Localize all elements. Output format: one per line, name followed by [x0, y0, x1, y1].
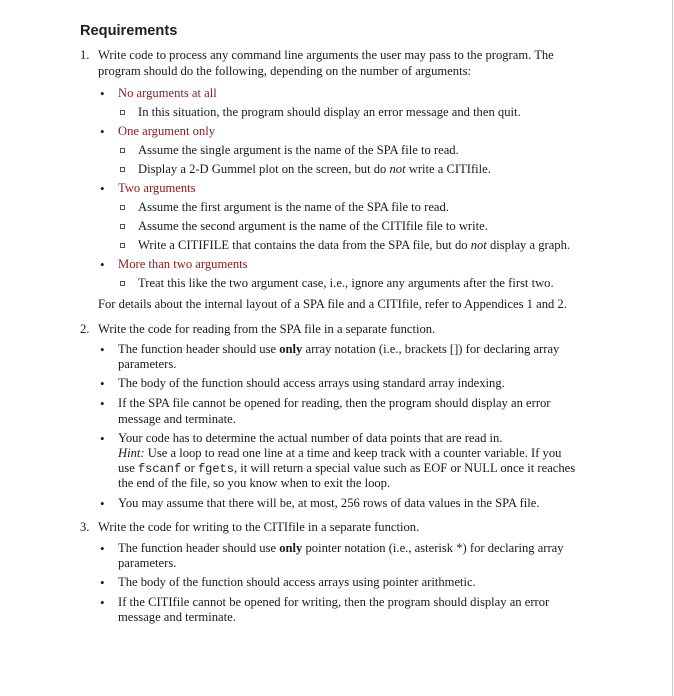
square-bullet — [120, 281, 125, 286]
case-detail: Write a CITIFILE that contains the data from the SPA file, but do not display a graph. — [138, 238, 571, 252]
bullet-text: use fscanf or fgets, it will return a special value such as EOF or NULL once it reaches — [118, 461, 576, 476]
bullet-text: You may assume that there will be, at most, 256 rows of data values in the SPA file. — [118, 496, 540, 510]
item-text: Write code to process any command line arguments the user may pass to the program. The — [98, 48, 554, 62]
bullet-dot: • — [100, 431, 105, 446]
square-bullet — [120, 224, 125, 229]
bullet-text: The body of the function should access arrays using standard array indexing. — [118, 376, 505, 390]
bullet-dot: • — [100, 376, 105, 391]
code-fgets: fgets — [197, 462, 234, 476]
bullet-text: message and terminate. — [118, 610, 236, 624]
item-number: 1. — [80, 48, 90, 62]
bullet-text: message and terminate. — [118, 412, 236, 426]
bullet-dot: • — [100, 342, 105, 357]
case-detail: Assume the first argument is the name of the SPA file to read. — [138, 200, 449, 214]
bullet-dot: • — [100, 86, 105, 101]
bullet-dot: • — [100, 257, 105, 272]
bullet-text: The function header should use only pointer notation (i.e., asterisk *) for declaring array — [118, 541, 564, 555]
hint-text: Hint: Use a loop to read one line at a time and keep track with a counter variable. If you — [118, 446, 562, 460]
case-detail: Display a 2-D Gummel plot on the screen, but do not write a CITIfile. — [138, 162, 491, 176]
bullet-dot: • — [100, 575, 105, 590]
square-bullet — [120, 110, 125, 115]
bullet-text: The body of the function should access arrays using pointer arithmetic. — [118, 575, 476, 589]
bullet-text: the end of the file, so you know when to exit the loop. — [118, 476, 391, 490]
square-bullet — [120, 148, 125, 153]
square-bullet — [120, 205, 125, 210]
item-text: Write the code for writing to the CITIfile in a separate function. — [98, 520, 420, 534]
bullet-text: If the CITIfile cannot be opened for writing, then the program should display an error — [118, 595, 550, 609]
item-footnote: For details about the internal layout of a SPA file and a CITIfile, refer to Appendices 1 and 2. — [98, 297, 567, 311]
bullet-text: The function header should use only array notation (i.e., brackets []) for declaring array — [118, 342, 560, 356]
bullet-text: Your code has to determine the actual number of data points that are read in. — [118, 431, 503, 445]
bullet-text: parameters. — [118, 556, 177, 570]
case-detail: Assume the single argument is the name of the SPA file to read. — [138, 143, 459, 157]
code-fscanf: fscanf — [137, 462, 182, 476]
item-text: Write the code for reading from the SPA file in a separate function. — [98, 322, 436, 336]
case-label: Two arguments — [118, 181, 196, 195]
bullet-dot: • — [100, 181, 105, 196]
item-text: program should do the following, depending on the number of arguments: — [98, 64, 471, 78]
bullet-dot: • — [100, 396, 105, 411]
square-bullet — [120, 243, 125, 248]
bullet-text: If the SPA file cannot be opened for reading, then the program should display an error — [118, 396, 551, 410]
case-label: No arguments at all — [118, 86, 217, 100]
case-detail: Treat this like the two argument case, i.e., ignore any arguments after the first two. — [138, 276, 554, 290]
bullet-dot: • — [100, 541, 105, 556]
bullet-text: parameters. — [118, 357, 177, 371]
page-edge — [672, 0, 673, 696]
bullet-dot: • — [100, 124, 105, 139]
case-detail: Assume the second argument is the name of the CITIfile file to write. — [138, 219, 488, 233]
item-number: 2. — [80, 322, 90, 336]
case-detail: In this situation, the program should display an error message and then quit. — [138, 105, 521, 119]
case-label: More than two arguments — [118, 257, 248, 271]
bullet-dot: • — [100, 496, 105, 511]
section-heading: Requirements — [80, 23, 178, 39]
square-bullet — [120, 167, 125, 172]
bullet-dot: • — [100, 595, 105, 610]
item-number: 3. — [80, 520, 90, 534]
case-label: One argument only — [118, 124, 215, 138]
